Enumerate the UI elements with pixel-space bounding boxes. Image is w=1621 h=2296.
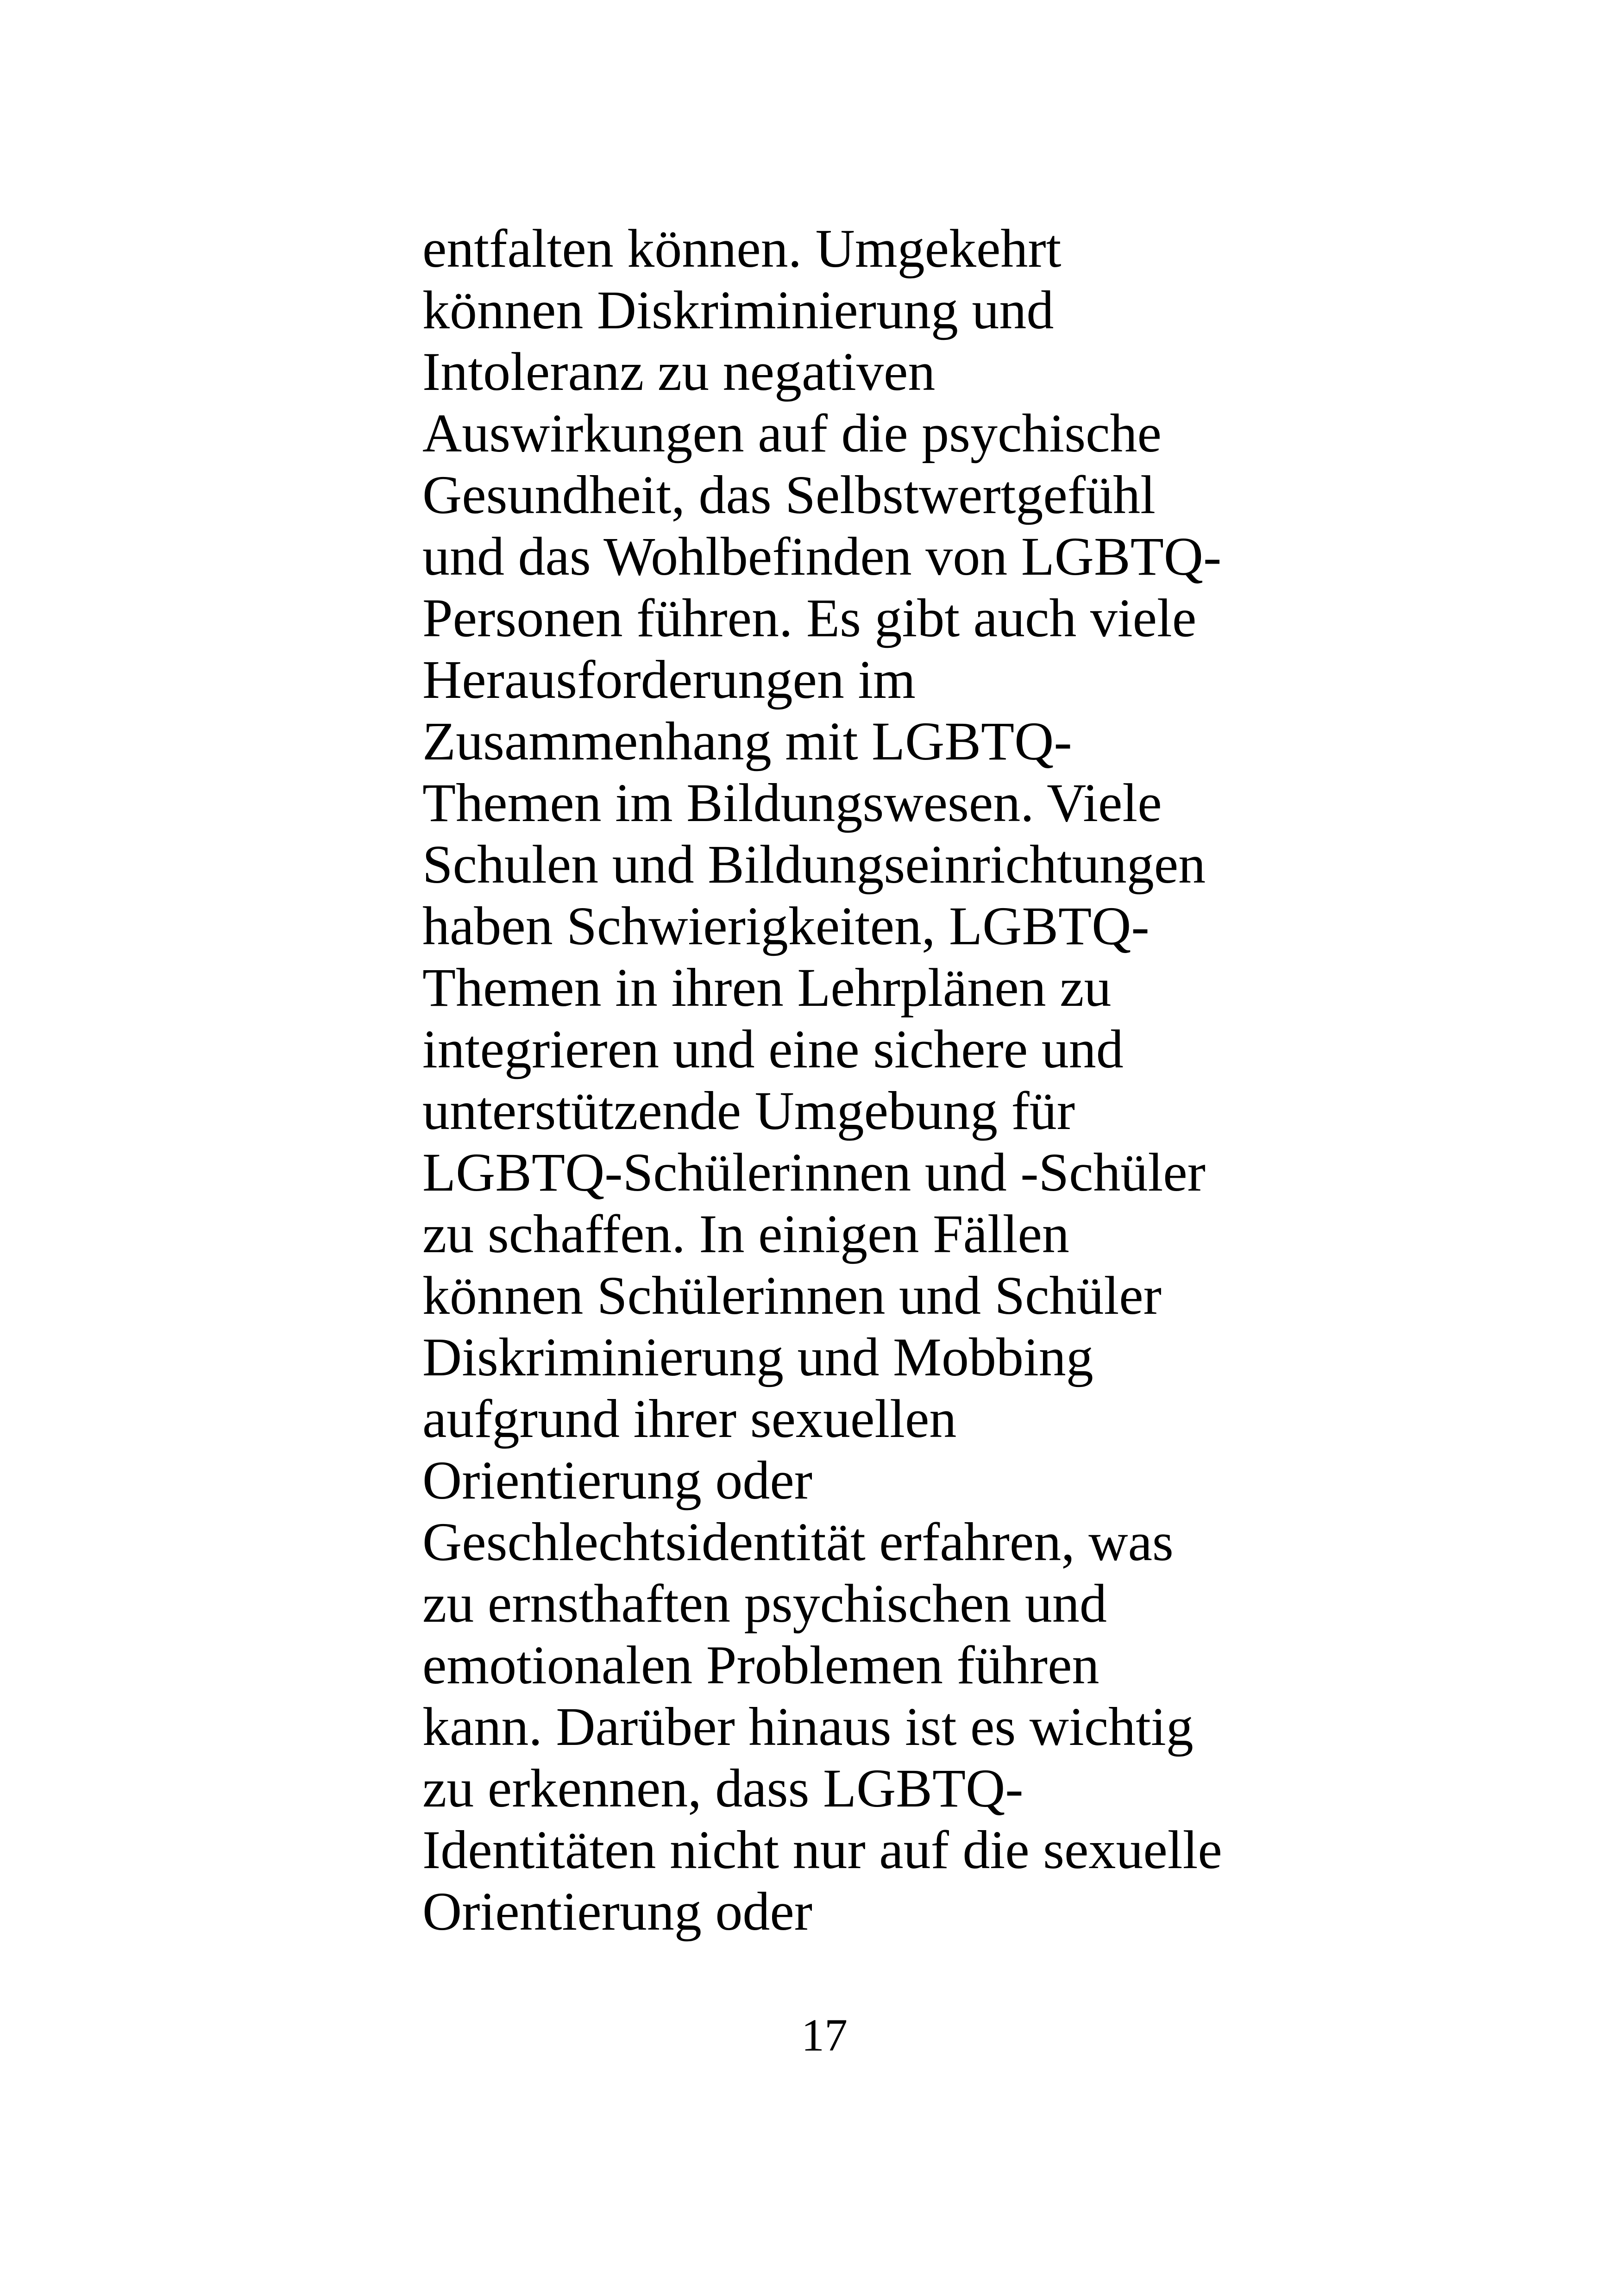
text-line: unterstützende Umgebung für — [422, 1080, 1075, 1141]
text-line: aufgrund ihrer sexuellen — [422, 1388, 957, 1449]
text-line: Themen in ihren Lehrplänen zu — [422, 957, 1112, 1018]
text-line: Auswirkungen auf die psychische — [422, 403, 1162, 464]
text-line: können Schülerinnen und Schüler — [422, 1265, 1162, 1326]
text-line: haben Schwierigkeiten, LGBTQ- — [422, 896, 1150, 956]
text-line: Gesundheit, das Selbstwertgefühl — [422, 464, 1156, 525]
text-line: Geschlechtsidentität erfahren, was — [422, 1512, 1174, 1572]
text-line: Orientierung oder — [422, 1881, 813, 1942]
text-line: Herausforderungen im — [422, 649, 916, 710]
text-line: emotionalen Problemen führen — [422, 1635, 1100, 1695]
text-line: LGBTQ-Schülerinnen und -Schüler — [422, 1142, 1206, 1203]
text-line: zu erkennen, dass LGBTQ- — [422, 1758, 1024, 1819]
text-line: Identitäten nicht nur auf die sexuelle — [422, 1819, 1222, 1880]
text-line: entfalten können. Umgekehrt — [422, 218, 1062, 279]
text-line: Zusammenhang mit LGBTQ- — [422, 711, 1072, 772]
text-line: zu schaffen. In einigen Fällen — [422, 1204, 1069, 1264]
text-line: zu ernsthaften psychischen und — [422, 1573, 1107, 1634]
text-line: und das Wohlbefinden von LGBTQ- — [422, 526, 1222, 587]
text-line: integrieren und eine sichere und — [422, 1019, 1124, 1079]
text-line: kann. Darüber hinaus ist es wichtig — [422, 1696, 1194, 1757]
body-text — [422, 218, 1349, 1942]
text-line: Intoleranz zu negativen — [422, 341, 936, 402]
text-line: Personen führen. Es gibt auch viele — [422, 588, 1197, 648]
page-number: 17 — [801, 2009, 848, 2061]
text-line: Schulen und Bildungseinrichtungen — [422, 834, 1206, 895]
text-line: können Diskriminierung und — [422, 280, 1054, 340]
text-line: Orientierung oder — [422, 1450, 813, 1511]
text-line: Themen im Bildungswesen. Viele — [422, 772, 1162, 833]
text-line: Diskriminierung und Mobbing — [422, 1327, 1093, 1387]
